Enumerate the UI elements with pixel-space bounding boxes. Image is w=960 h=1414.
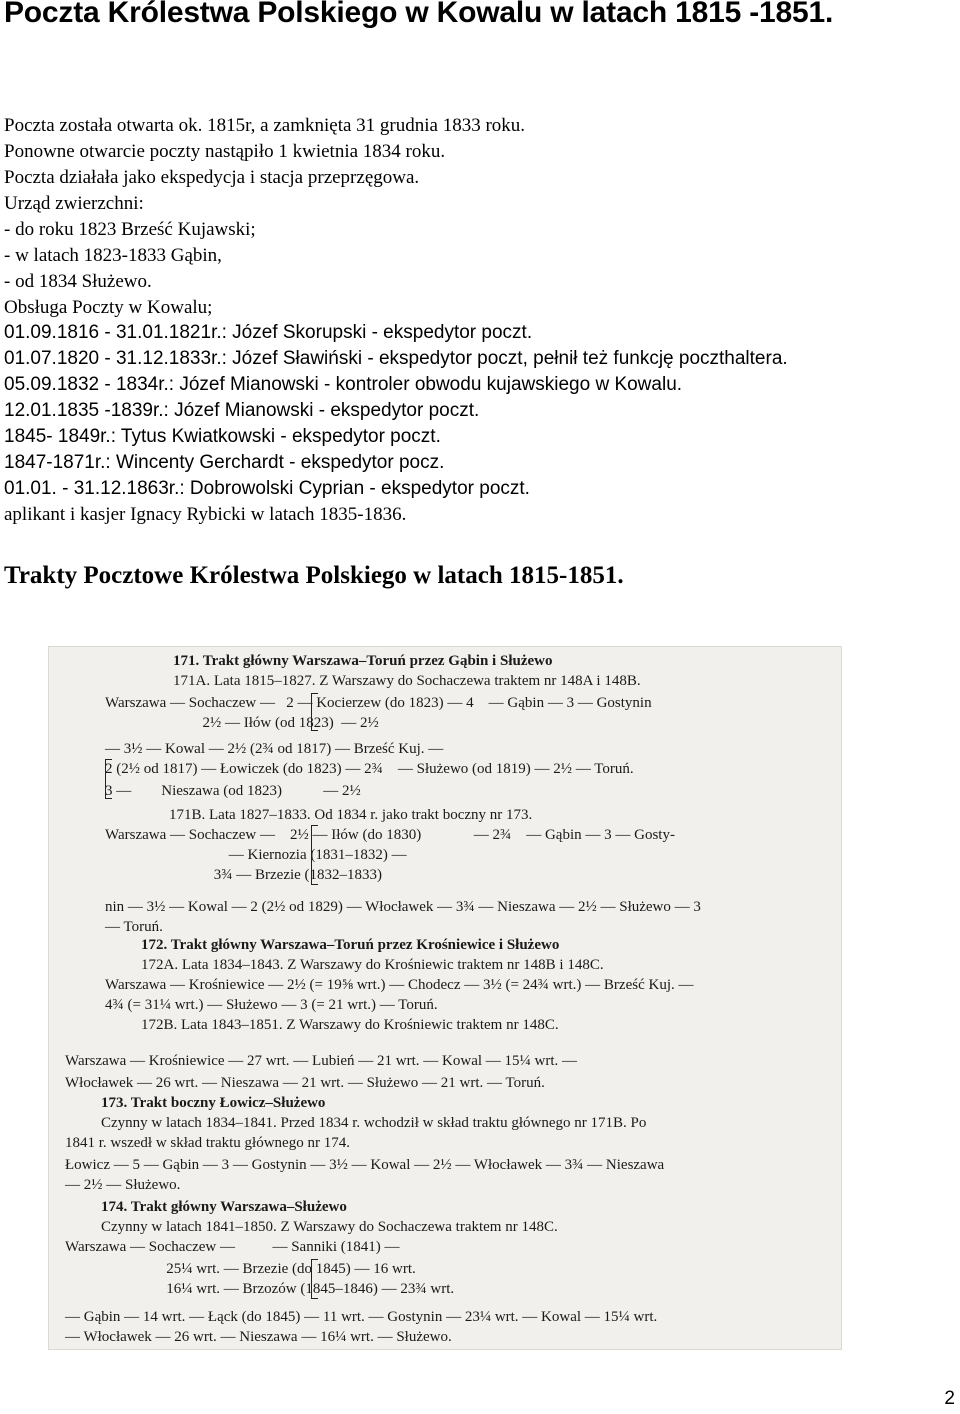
- scan-line: 172. Trakt główny Warszawa–Toruń przez Krośniewice i Służewo: [141, 937, 560, 953]
- route-bracket: [105, 759, 112, 799]
- page-title: Poczta Królestwa Polskiego w Kowalu w latach 1815 -1851.: [4, 0, 834, 29]
- official-entry: 1845- 1849r.: Tytus Kwiatkowski - ekspedytor poczt.: [4, 426, 441, 447]
- official-entry: 12.01.1835 -1839r.: Józef Mianowski - ekspedytor poczt.: [4, 400, 480, 421]
- official-entry: aplikant i kasjer Ignacy Rybicki w latach 1835-1836.: [4, 504, 407, 525]
- scan-line: 172A. Lata 1834–1843. Z Warszawy do Krośniewic traktem nr 148B i 148C.: [141, 957, 604, 973]
- intro-line: - do roku 1823 Brześć Kujawski;: [4, 219, 256, 240]
- scan-line: — 2½ — Służewo.: [65, 1177, 181, 1193]
- scan-line: 171. Trakt główny Warszawa–Toruń przez Gąbin i Służewo: [173, 653, 553, 669]
- scan-line: 2 (2½ od 1817) — Łowiczek (do 1823) — 2¾ — Służewo (od 1819) — 2½ — Toruń.: [105, 761, 634, 777]
- scan-line: Czynny w latach 1834–1841. Przed 1834 r. wchodził w skład traktu głównego nr 171B. Po: [101, 1115, 647, 1131]
- scan-line: Warszawa — Krośniewice — 2½ (= 19⅝ wrt.) — Chodecz — 3½ (= 24¾ wrt.) — Brześć Kuj. —: [105, 977, 694, 993]
- scan-line: — Toruń.: [105, 919, 163, 935]
- scan-line: 174. Trakt główny Warszawa–Służewo: [101, 1199, 347, 1215]
- officials-list: [4, 320, 788, 528]
- scan-line: — Gąbin — 14 wrt. — Łąck (do 1845) — 11 wrt. — Gostynin — 23¼ wrt. — Kowal — 15¼ wrt.: [65, 1309, 658, 1325]
- scan-line: 1841 r. wszedł w skład traktu głównego nr 174.: [65, 1135, 350, 1151]
- intro-line: Poczta działała jako ekspedycja i stacja przeprzęgowa.: [4, 167, 420, 188]
- intro-line: Urząd zwierzchni:: [4, 193, 144, 214]
- official-entry: 01.09.1816 - 31.01.1821r.: Józef Skorupski - ekspedytor poczt.: [4, 322, 533, 343]
- scanned-routes-image: [48, 646, 842, 1350]
- page-number: 2: [944, 1388, 955, 1409]
- scan-line: Warszawa — Sochaczew — 2½ — Iłów (do 1830) — 2¾ — Gąbin — 3 — Gosty-: [105, 827, 675, 843]
- section-title: Trakty Pocztowe Królestwa Polskiego w latach 1815-1851.: [4, 562, 624, 589]
- official-entry: 01.07.1820 - 31.12.1833r.: Józef Sławiński - ekspedytor poczt, pełnił też funkcję poczthaltera.: [4, 348, 788, 369]
- scan-line: Warszawa — Krośniewice — 27 wrt. — Lubień — 21 wrt. — Kowal — 15¼ wrt. —: [65, 1053, 578, 1069]
- scan-line: Warszawa — Sochaczew — — Sanniki (1841) —: [65, 1239, 400, 1255]
- scan-line: Łowicz — 5 — Gąbin — 3 — Gostynin — 3½ — Kowal — 2½ — Włocławek — 3¾ — Nieszawa: [65, 1157, 665, 1173]
- intro-line: Ponowne otwarcie poczty nastąpiło 1 kwietnia 1834 roku.: [4, 141, 446, 162]
- scan-line: 16¼ wrt. — Brzozów (1845–1846) — 23¾ wrt.: [65, 1281, 455, 1297]
- intro-line: - w latach 1823-1833 Gąbin,: [4, 245, 222, 266]
- scan-line: 173. Trakt boczny Łowicz–Służewo: [101, 1095, 326, 1111]
- scan-line: 171A. Lata 1815–1827. Z Warszawy do Sochaczewa traktem nr 148A i 148B.: [173, 673, 641, 689]
- intro-line: - od 1834 Służewo.: [4, 271, 152, 292]
- scan-line: 3 — Nieszawa (od 1823) — 2½: [105, 783, 361, 799]
- scan-line: Warszawa — Sochaczew — 2 — Kocierzew (do 1823) — 4 — Gąbin — 3 — Gostynin: [105, 695, 652, 711]
- scan-line: — Włocławek — 26 wrt. — Nieszawa — 16¼ wrt. — Służewo.: [65, 1329, 452, 1345]
- scan-line: — 3½ — Kowal — 2½ (2¾ od 1817) — Brześć Kuj. —: [105, 741, 444, 757]
- official-entry: 1847-1871r.: Wincenty Gerchardt - ekspedytor pocz.: [4, 452, 445, 473]
- official-entry: 05.09.1832 - 1834r.: Józef Mianowski - kontroler obwodu kujawskiego w Kowalu.: [4, 374, 683, 395]
- scan-line: Czynny w latach 1841–1850. Z Warszawy do Sochaczewa traktem nr 148C.: [101, 1219, 558, 1235]
- scan-line: 172B. Lata 1843–1851. Z Warszawy do Krośniewic traktem nr 148C.: [141, 1017, 559, 1033]
- scan-line: 25¼ wrt. — Brzezie (do 1845) — 16 wrt.: [65, 1261, 416, 1277]
- scan-line: 171B. Lata 1827–1833. Od 1834 r. jako trakt boczny nr 173.: [169, 807, 533, 823]
- route-bracket: [311, 825, 318, 885]
- scan-line: — Kiernozia (1831–1832) —: [105, 847, 407, 863]
- intro-text: [4, 113, 525, 321]
- scan-line: 4¾ (= 31¼ wrt.) — Służewo — 3 (= 21 wrt.) — Toruń.: [105, 997, 438, 1013]
- route-bracket: [311, 1259, 318, 1299]
- scan-line: 2½ — Iłów (od 1823) — 2½: [105, 715, 379, 731]
- scan-line: nin — 3½ — Kowal — 2 (2½ od 1829) — Włocławek — 3¾ — Nieszawa — 2½ — Służewo — 3: [105, 899, 701, 915]
- official-entry: 01.01. - 31.12.1863r.: Dobrowolski Cyprian - ekspedytor poczt.: [4, 478, 530, 499]
- route-bracket: [311, 693, 318, 731]
- intro-line: Poczta została otwarta ok. 1815r, a zamknięta 31 grudnia 1833 roku.: [4, 115, 526, 136]
- intro-line: Obsługa Poczty w Kowalu;: [4, 297, 213, 318]
- scan-line: 3¾ — Brzezie (1832–1833): [105, 867, 383, 883]
- scan-line: Włocławek — 26 wrt. — Nieszawa — 21 wrt. — Służewo — 21 wrt. — Toruń.: [65, 1075, 545, 1091]
